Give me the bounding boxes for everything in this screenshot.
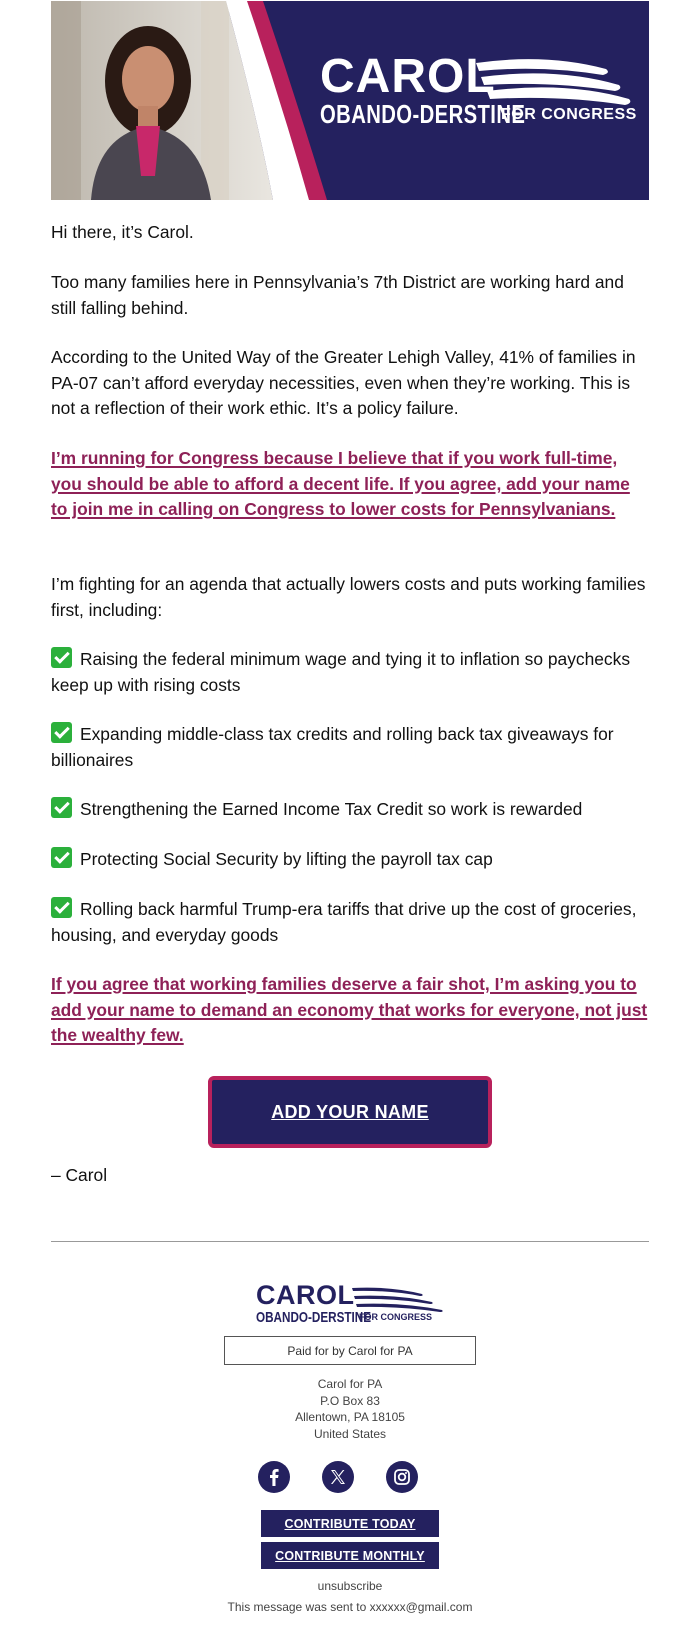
signoff: – Carol [51,1165,108,1185]
footer-logo-name: CAROL [256,1280,355,1310]
mailing-address [51,1376,649,1442]
paragraph-1: Too many families here in Pennsylvania’s 7th District are working hard and still falling behind. [51,272,624,318]
instagram-icon[interactable] [386,1461,418,1493]
signup-link-1[interactable]: I’m running for Congress because I believe that if you work full-time, you should be able to afford a decent life. If you agree, add your name to join me in calling on Congress to lower costs for Pennsylvanians. [51,448,630,519]
footer-logo-tagline: FOR CONGRESS [359,1312,433,1322]
agenda-item [51,722,649,773]
checkmark-icon [51,847,72,868]
agenda-item-text: Expanding middle-class tax credits and rolling back tax giveaways for billionaires [51,724,614,770]
agenda-item [51,797,649,823]
footer-logo [256,1282,446,1327]
signup-link-2[interactable]: If you agree that working families deserve a fair shot, I’m asking you to add your name to demand an economy that works for everyone, not just the wealthy few. [51,974,648,1045]
agenda-item-text: Rolling back harmful Trump-era tariffs that drive up the cost of groceries, housing, and everyday goods [51,899,637,945]
agenda-item [51,897,649,948]
paragraph-3: I’m fighting for an agenda that actually lowers costs and puts working families first, including: [51,574,646,620]
paid-for-disclaimer: Paid for by Carol for PA [224,1336,476,1365]
banner-name: CAROL [320,50,496,103]
banner-tagline: FOR CONGRESS [501,106,637,123]
add-your-name-button[interactable]: ADD YOUR NAME [208,1076,492,1148]
footer-logo-surname: OBANDO-DERSTINE [256,1309,372,1326]
agenda-item-text: Protecting Social Security by lifting the payroll tax cap [80,849,493,869]
paragraph-2: According to the United Way of the Greater Lehigh Valley, 41% of families in PA-07 can’t afford everyday necessities, even when they’re working. This is not a reflection of their work ethic. It’s a policy failure. [51,347,636,418]
address-line: United States [313,1426,387,1441]
address-line: Carol for PA [317,1377,383,1391]
agenda-item [51,647,649,698]
checkmark-icon [51,897,72,918]
facebook-icon[interactable] [258,1461,290,1493]
email-content [51,0,649,1614]
header-banner [51,1,649,200]
agenda-item [51,847,649,873]
unsubscribe-link[interactable]: unsubscribe [317,1579,383,1593]
greeting: Hi there, it’s Carol. [51,222,194,242]
footer-divider [51,1241,649,1242]
banner-surname: OBANDO-DERSTINE [320,99,526,129]
agenda-item-text: Raising the federal minimum wage and tying it to inflation so paychecks keep up with rising costs [51,649,631,695]
address-line: P.O Box 83 [320,1393,380,1408]
address-line: Allentown, PA 18105 [295,1410,405,1424]
agenda-item-text: Strengthening the Earned Income Tax Credit so work is rewarded [80,799,583,819]
x-icon[interactable] [322,1461,354,1493]
checkmark-icon [51,647,72,668]
checkmark-icon [51,722,72,743]
contribute-today-button[interactable]: CONTRIBUTE TODAY [261,1510,439,1537]
checkmark-icon [51,797,72,818]
sent-to-notice: This message was sent to xxxxxx@gmail.com [227,1600,473,1614]
contribute-monthly-button[interactable]: CONTRIBUTE MONTHLY [261,1542,439,1569]
